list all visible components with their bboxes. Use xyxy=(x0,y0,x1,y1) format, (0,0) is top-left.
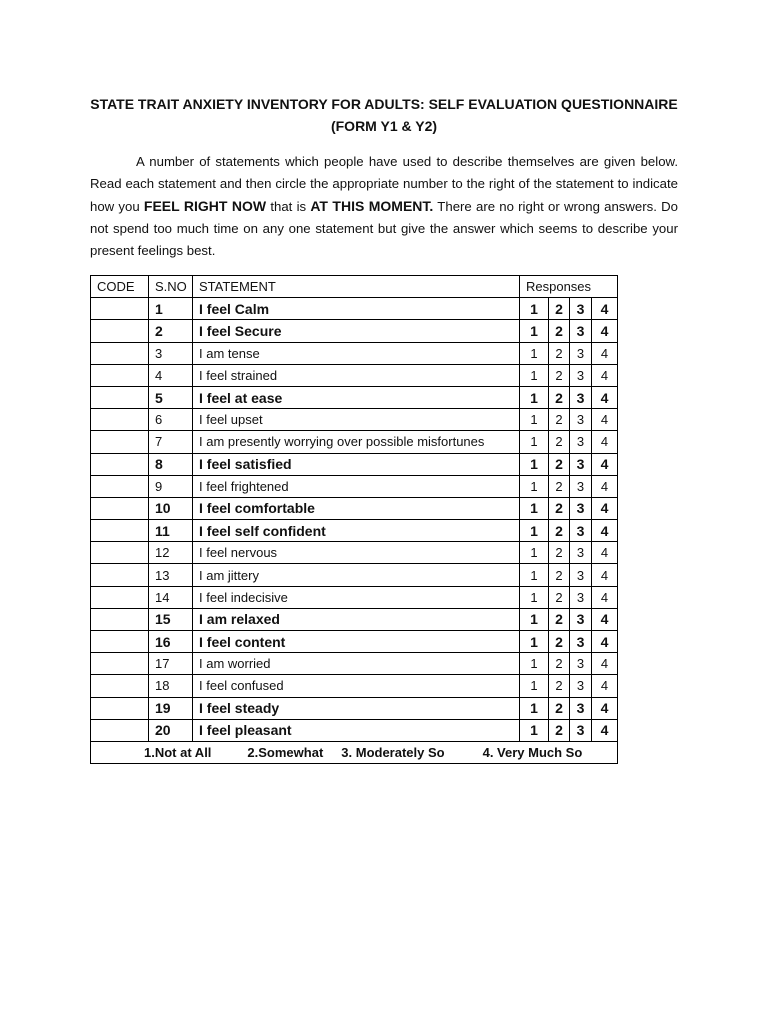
instructions-emphasis-1: FEEL RIGHT NOW xyxy=(143,198,267,214)
response-option-1[interactable]: 1 xyxy=(520,564,549,586)
response-option-4[interactable]: 4 xyxy=(592,697,618,719)
table-row xyxy=(91,409,618,431)
response-option-1[interactable]: 1 xyxy=(520,475,549,497)
table-row xyxy=(91,586,618,608)
table-row xyxy=(91,298,618,320)
response-option-3[interactable]: 3 xyxy=(570,675,592,697)
table-row xyxy=(91,431,618,453)
instructions-text-2: that is xyxy=(266,199,311,214)
statement-cell: I feel frightened xyxy=(193,475,520,497)
code-cell xyxy=(91,520,149,542)
sno-cell: 2 xyxy=(149,320,193,342)
response-option-2[interactable]: 2 xyxy=(549,386,570,408)
response-option-2[interactable]: 2 xyxy=(549,697,570,719)
response-option-2[interactable]: 2 xyxy=(549,586,570,608)
response-option-3[interactable]: 3 xyxy=(570,364,592,386)
response-option-1[interactable]: 1 xyxy=(520,631,549,653)
response-option-3[interactable]: 3 xyxy=(570,564,592,586)
sno-cell: 8 xyxy=(149,453,193,475)
response-option-3[interactable]: 3 xyxy=(570,320,592,342)
sno-cell: 10 xyxy=(149,497,193,519)
table-row xyxy=(91,719,618,741)
sno-cell: 13 xyxy=(149,564,193,586)
response-option-4[interactable]: 4 xyxy=(592,298,618,320)
instructions-emphasis-2: AT THIS MOMENT. xyxy=(310,198,434,214)
response-option-2[interactable]: 2 xyxy=(549,631,570,653)
statement-cell: I feel comfortable xyxy=(193,497,520,519)
response-option-3[interactable]: 3 xyxy=(570,719,592,741)
table-row xyxy=(91,631,618,653)
code-cell xyxy=(91,342,149,364)
table-row xyxy=(91,520,618,542)
response-option-1[interactable]: 1 xyxy=(520,342,549,364)
code-cell xyxy=(91,697,149,719)
response-option-3[interactable]: 3 xyxy=(570,586,592,608)
response-option-3[interactable]: 3 xyxy=(570,542,592,564)
response-option-3[interactable]: 3 xyxy=(570,608,592,630)
response-option-4[interactable]: 4 xyxy=(592,386,618,408)
response-option-1[interactable]: 1 xyxy=(520,542,549,564)
response-option-4[interactable]: 4 xyxy=(592,586,618,608)
header-responses: Responses xyxy=(520,276,618,298)
response-option-4[interactable]: 4 xyxy=(592,453,618,475)
response-option-4[interactable]: 4 xyxy=(592,564,618,586)
sno-cell: 14 xyxy=(149,586,193,608)
response-option-1[interactable]: 1 xyxy=(520,497,549,519)
response-option-2[interactable]: 2 xyxy=(549,675,570,697)
sno-cell: 9 xyxy=(149,475,193,497)
sno-cell: 19 xyxy=(149,697,193,719)
code-cell xyxy=(91,675,149,697)
response-option-3[interactable]: 3 xyxy=(570,453,592,475)
statement-cell: I am jittery xyxy=(193,564,520,586)
response-option-1[interactable]: 1 xyxy=(520,409,549,431)
table-row xyxy=(91,542,618,564)
code-cell xyxy=(91,431,149,453)
response-option-1[interactable]: 1 xyxy=(520,608,549,630)
response-option-1[interactable]: 1 xyxy=(520,298,549,320)
header-code: CODE xyxy=(91,276,149,298)
instructions-text-3: There are no right or wrong answers. Do not spend too much time on any one statement but give the answer which seems to describe your present feelings best. xyxy=(90,199,678,258)
code-cell xyxy=(91,586,149,608)
legend-row xyxy=(91,741,618,763)
legend-item: 2.Somewhat xyxy=(247,745,324,761)
sno-cell: 17 xyxy=(149,653,193,675)
response-legend xyxy=(91,741,618,763)
statement-cell: I am worried xyxy=(193,653,520,675)
response-option-1[interactable]: 1 xyxy=(520,675,549,697)
response-option-4[interactable]: 4 xyxy=(592,409,618,431)
title-line-2: (FORM Y1 & Y2) xyxy=(330,118,438,134)
response-option-3[interactable]: 3 xyxy=(570,653,592,675)
response-option-4[interactable]: 4 xyxy=(592,675,618,697)
statement-cell: I feel Secure xyxy=(193,320,520,342)
document-title xyxy=(90,93,678,137)
response-option-1[interactable]: 1 xyxy=(520,653,549,675)
statement-cell: I feel indecisive xyxy=(193,586,520,608)
statement-cell: I feel content xyxy=(193,631,520,653)
header-statement: STATEMENT xyxy=(193,276,520,298)
response-option-2[interactable]: 2 xyxy=(549,608,570,630)
response-option-3[interactable]: 3 xyxy=(570,475,592,497)
response-option-3[interactable]: 3 xyxy=(570,431,592,453)
inventory-table xyxy=(90,275,618,764)
instructions-paragraph xyxy=(90,151,678,262)
response-option-4[interactable]: 4 xyxy=(592,475,618,497)
table-row xyxy=(91,475,618,497)
response-option-2[interactable]: 2 xyxy=(549,653,570,675)
response-option-4[interactable]: 4 xyxy=(592,608,618,630)
response-option-2[interactable]: 2 xyxy=(549,542,570,564)
response-option-4[interactable]: 4 xyxy=(592,320,618,342)
sno-cell: 7 xyxy=(149,431,193,453)
table-row xyxy=(91,697,618,719)
instructions-text-1: A number of statements which people have used to describe themselves are given below. Read each statement and then circle the appropriate number to the right of the statement to indicate how you xyxy=(90,154,678,214)
response-option-2[interactable]: 2 xyxy=(549,453,570,475)
table-row xyxy=(91,608,618,630)
legend-item: 4. Very Much So xyxy=(482,745,583,761)
response-option-2[interactable]: 2 xyxy=(549,431,570,453)
table-row xyxy=(91,386,618,408)
response-option-2[interactable]: 2 xyxy=(549,497,570,519)
code-cell xyxy=(91,475,149,497)
code-cell xyxy=(91,631,149,653)
statement-cell: I feel self confident xyxy=(193,520,520,542)
response-option-3[interactable]: 3 xyxy=(570,386,592,408)
response-option-4[interactable]: 4 xyxy=(592,653,618,675)
response-option-4[interactable]: 4 xyxy=(592,542,618,564)
statement-cell: I feel Calm xyxy=(193,298,520,320)
sno-cell: 18 xyxy=(149,675,193,697)
response-option-3[interactable]: 3 xyxy=(570,520,592,542)
statement-cell: I feel pleasant xyxy=(193,719,520,741)
response-option-2[interactable]: 2 xyxy=(549,320,570,342)
response-option-1[interactable]: 1 xyxy=(520,386,549,408)
sno-cell: 3 xyxy=(149,342,193,364)
code-cell xyxy=(91,320,149,342)
response-option-1[interactable]: 1 xyxy=(520,320,549,342)
header-sno: S.NO xyxy=(149,276,193,298)
response-option-2[interactable]: 2 xyxy=(549,342,570,364)
response-option-1[interactable]: 1 xyxy=(520,697,549,719)
sno-cell: 16 xyxy=(149,631,193,653)
response-option-3[interactable]: 3 xyxy=(570,298,592,320)
response-option-2[interactable]: 2 xyxy=(549,520,570,542)
code-cell xyxy=(91,298,149,320)
response-option-1[interactable]: 1 xyxy=(520,520,549,542)
statement-cell: I feel at ease xyxy=(193,386,520,408)
response-option-4[interactable]: 4 xyxy=(592,631,618,653)
statement-cell: I feel confused xyxy=(193,675,520,697)
code-cell xyxy=(91,453,149,475)
response-option-3[interactable]: 3 xyxy=(570,409,592,431)
response-option-2[interactable]: 2 xyxy=(549,364,570,386)
sno-cell: 4 xyxy=(149,364,193,386)
code-cell xyxy=(91,564,149,586)
response-option-4[interactable]: 4 xyxy=(592,342,618,364)
statement-cell: I feel nervous xyxy=(193,542,520,564)
table-row xyxy=(91,653,618,675)
table-row xyxy=(91,564,618,586)
response-option-4[interactable]: 4 xyxy=(592,497,618,519)
sno-cell: 12 xyxy=(149,542,193,564)
table-row xyxy=(91,364,618,386)
code-cell xyxy=(91,608,149,630)
response-option-2[interactable]: 2 xyxy=(549,719,570,741)
response-option-1[interactable]: 1 xyxy=(520,364,549,386)
response-option-4[interactable]: 4 xyxy=(592,431,618,453)
code-cell xyxy=(91,653,149,675)
statement-cell: I am presently worrying over possible misfortunes xyxy=(193,431,520,453)
legend-item: 3. Moderately So xyxy=(341,745,445,761)
table-row xyxy=(91,320,618,342)
code-cell xyxy=(91,409,149,431)
code-cell xyxy=(91,719,149,741)
response-option-2[interactable]: 2 xyxy=(549,475,570,497)
response-option-1[interactable]: 1 xyxy=(520,719,549,741)
table-header-row xyxy=(91,276,618,298)
legend-item: 1.Not at All xyxy=(144,745,212,761)
statement-cell: I feel strained xyxy=(193,364,520,386)
statement-cell: I feel satisfied xyxy=(193,453,520,475)
response-option-4[interactable]: 4 xyxy=(592,520,618,542)
statement-cell: I am tense xyxy=(193,342,520,364)
table-row xyxy=(91,675,618,697)
table-row xyxy=(91,453,618,475)
inventory-table-body xyxy=(91,276,618,764)
response-option-1[interactable]: 1 xyxy=(520,431,549,453)
statement-cell: I feel upset xyxy=(193,409,520,431)
table-row xyxy=(91,342,618,364)
response-option-2[interactable]: 2 xyxy=(549,298,570,320)
response-option-3[interactable]: 3 xyxy=(570,697,592,719)
response-option-3[interactable]: 3 xyxy=(570,631,592,653)
table-row xyxy=(91,497,618,519)
code-cell xyxy=(91,364,149,386)
statement-cell: I feel steady xyxy=(193,697,520,719)
response-option-1[interactable]: 1 xyxy=(520,586,549,608)
sno-cell: 20 xyxy=(149,719,193,741)
sno-cell: 11 xyxy=(149,520,193,542)
sno-cell: 1 xyxy=(149,298,193,320)
response-option-2[interactable]: 2 xyxy=(549,409,570,431)
title-line-1: STATE TRAIT ANXIETY INVENTORY FOR ADULTS: SELF EVALUATION QUESTIONNAIRE xyxy=(90,96,678,112)
code-cell xyxy=(91,386,149,408)
response-option-1[interactable]: 1 xyxy=(520,453,549,475)
response-option-3[interactable]: 3 xyxy=(570,497,592,519)
code-cell xyxy=(91,497,149,519)
sno-cell: 6 xyxy=(149,409,193,431)
response-option-4[interactable]: 4 xyxy=(592,364,618,386)
sno-cell: 15 xyxy=(149,608,193,630)
statement-cell: I am relaxed xyxy=(193,608,520,630)
response-option-3[interactable]: 3 xyxy=(570,342,592,364)
code-cell xyxy=(91,542,149,564)
response-option-2[interactable]: 2 xyxy=(549,564,570,586)
response-option-4[interactable]: 4 xyxy=(592,719,618,741)
sno-cell: 5 xyxy=(149,386,193,408)
